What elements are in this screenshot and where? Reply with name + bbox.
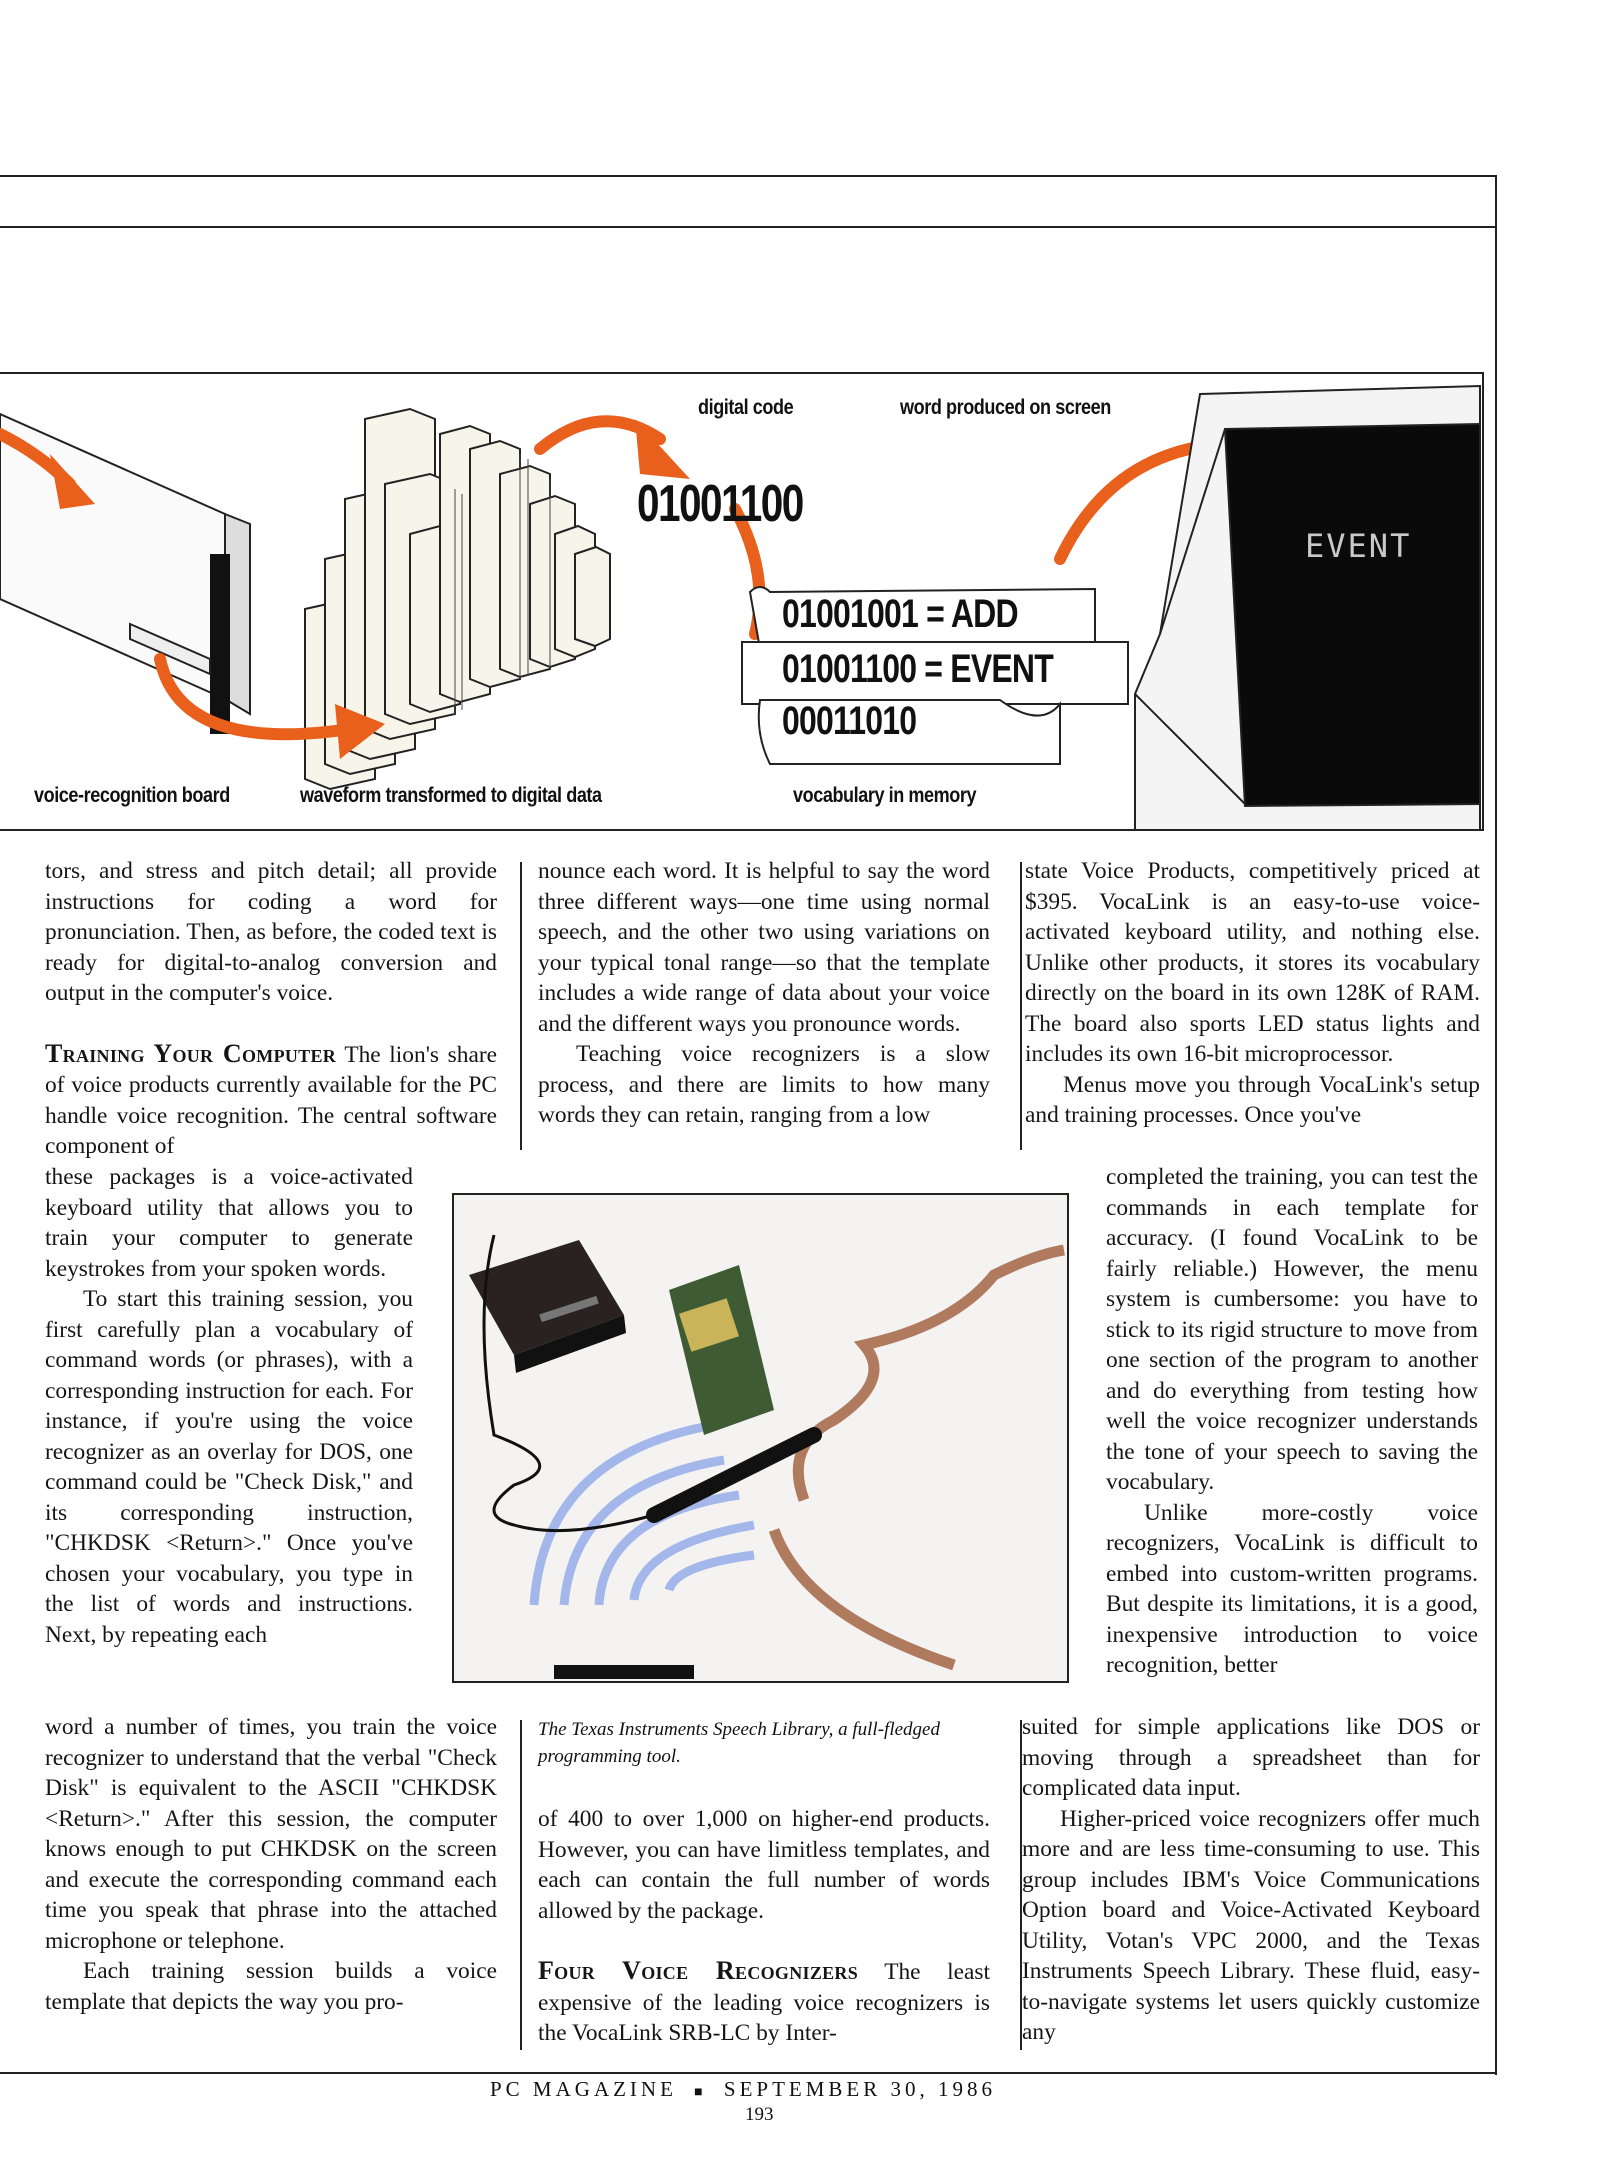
column-1-middle: [45, 1162, 413, 1650]
col1-paragraph-2-continued: these packages is a voice-activated keyboard utility that allows you to train your computer to generate keystrokes from your spoken words.: [45, 1164, 413, 1282]
frame-second-rule: [0, 226, 1497, 228]
photo-ti-speech-library: [452, 1193, 1069, 1683]
label-word-on-screen: word produced on screen: [900, 396, 1111, 419]
frame-bottom-rule: [0, 2072, 1497, 2074]
photo-caption: The Texas Instruments Speech Library, a full-fledged programming tool.: [538, 1719, 940, 1767]
column-2-top: [538, 856, 990, 1131]
voice-recognition-diagram: [0, 372, 1484, 831]
photo-illustration: [454, 1195, 1069, 1683]
column-1-bottom: [45, 1712, 497, 2017]
column-3-top: [1025, 856, 1480, 1131]
col1-paragraph-2: [45, 1039, 497, 1162]
digital-code-value: 01001100: [637, 475, 803, 533]
col2-paragraph-2: Teaching voice recognizers is a slow process, and there are limits to how many words they can retain, ranging from a low: [538, 1041, 990, 1128]
vocab-row-add: 01001001 = ADD: [782, 592, 1018, 636]
heading-training-your-computer: Training Your Computer: [45, 1038, 337, 1068]
column-3-middle: [1106, 1162, 1478, 1681]
page-number: 193: [745, 2104, 774, 2125]
label-digital-code: digital code: [698, 396, 794, 419]
column-rule-1-upper: [520, 862, 522, 1150]
column-2-bottom: [538, 1804, 990, 2049]
diagram-artwork: [0, 374, 1482, 829]
label-vocabulary-memory: vocabulary in memory: [793, 784, 977, 807]
col3-paragraph-1: state Voice Products, competitively priced at $395. VocaLink is an easy-to-use voice-activated keyboard utility, and nothing else. Unlike other products, it stores its vocabulary directly on the board in its own 128K of RAM. The board also sports LED status lights and includes its own 16-bit microprocessor.: [1025, 858, 1480, 1067]
col1-paragraph-1: tors, and stress and pitch detail; all provide instructions for coding a word for pronunciation. Then, as before, the coded text is ready for digital-to-analog conversion and output in the computer's voice.: [45, 858, 497, 1006]
footer-magazine: PC MAGAZINE: [490, 2077, 677, 2101]
col3-paragraph-4: Higher-priced voice recognizers offer much more and are less time-consuming to use. This group includes IBM's Voice Communications Option board and Voice-Activated Keyboard Utility, Votan's VPC 2000, and the Texas Instruments Speech Library. These fluid, easy-to-navigate systems let users quickly customize any: [1022, 1805, 1480, 2045]
col1-paragraph-2-text: The lion's share of voice products currently available for the PC handle voice recognition. The central software component of: [45, 1041, 497, 1159]
footer-separator: ■: [694, 2085, 707, 2100]
col3-paragraph-2-continued: completed the training, you can test the commands in each template for accuracy. (I found VocaLink to be fairly reliable.) However, the menu system is cumbersome: you have to stick to its rigid structure to move from one section of the program to another and do everything from testing how well the voice recognizer understands the tone of your speech to saving the vocabulary.: [1106, 1164, 1478, 1495]
column-3-bottom: [1022, 1712, 1480, 2048]
frame-top-rule: [0, 175, 1497, 177]
col3-paragraph-2: Menus move you through VocaLink's setup and training processes. Once you've: [1025, 1071, 1480, 1128]
footer-date: SEPTEMBER 30, 1986: [723, 2077, 996, 2101]
vocab-row-third: 00011010: [782, 699, 917, 743]
column-rule-2-upper: [1020, 862, 1022, 1150]
col3-paragraph-3-continued: suited for simple applications like DOS or moving through a spreadsheet than for complicated data input.: [1022, 1714, 1480, 1801]
col2-paragraph-4: [538, 1956, 990, 2049]
heading-four-voice-recognizers: Four Voice Recognizers: [538, 1956, 859, 1985]
vocab-row-event: 01001100 = EVENT: [782, 647, 1053, 691]
col1-paragraph-3-continued: word a number of times, you train the voice recognizer to understand that the verbal "Check Disk" is equivalent to the ASCII "CHKDSK <Return>." After this session, the computer knows enough to put CHKDSK on the screen and execute the corresponding command each time you speak that phrase into the attached microphone or telephone.: [45, 1714, 497, 1954]
col1-paragraph-4: Each training session builds a voice template that depicts the way you pro-: [45, 1958, 497, 2015]
frame-right-rule: [1495, 175, 1497, 2075]
col1-paragraph-3: To start this training session, you first carefully plan a vocabulary of command words (or phrases), with a corresponding instruction for each. For instance, if you're using the voice recognizer as an overlay for DOS, one command could be "Check Disk," and its corresponding instruction, "CHKDSK <Return>." Once you've chosen your vocabulary, you type in the list of words and instructions. Next, by repeating each: [45, 1286, 413, 1648]
label-waveform: waveform transformed to digital data: [300, 784, 602, 807]
footer-line: [490, 2077, 996, 2102]
column-rule-1-lower: [520, 1720, 522, 2050]
col2-paragraph-4-text: The least expensive of the leading voice recognizers is the VocaLink SRB-LC by Inter-: [538, 1959, 990, 2046]
screen-word: EVENT: [1305, 527, 1412, 565]
label-voice-board: voice-recognition board: [34, 784, 230, 807]
col2-paragraph-3: of 400 to over 1,000 on higher-end products. However, you can have limitless templates, and each can contain the full number of words allowed by the package.: [538, 1806, 990, 1924]
column-1-top: [45, 856, 497, 1162]
col3-paragraph-3: Unlike more-costly voice recognizers, VocaLink is difficult to embed into custom-written programs. But despite its limitations, it is a good, inexpensive introduction to voice recognition, better: [1106, 1499, 1478, 1678]
col2-paragraph-1: nounce each word. It is helpful to say the word three different ways—one time using normal speech, and the other two using variations on your typical tonal range—so that the template includes a wide range of data about your voice and the different ways you pronounce words.: [538, 858, 990, 1037]
